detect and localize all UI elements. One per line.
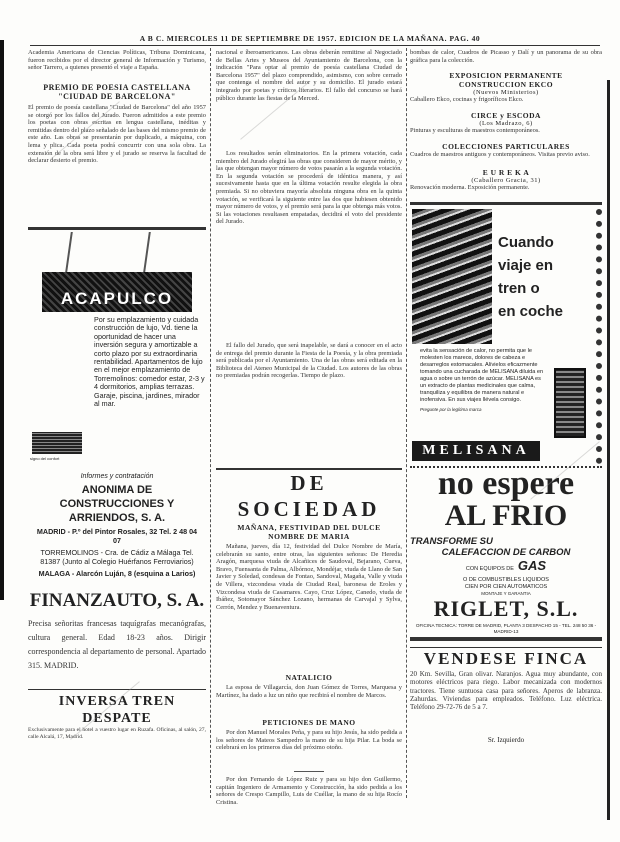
melisana-brand: MELISANA — [412, 441, 540, 461]
headline-line: viaje en — [498, 257, 554, 274]
acapulco-logo: ACAPULCO — [42, 272, 192, 312]
eureka-heading: E U R E K A — [482, 168, 530, 177]
riglet-brand: RIGLET, S.L. — [433, 596, 579, 621]
intro-article: Academia Americana de Ciencias Políticas, Tribuna Dominicana, fueron recibidos por el director general de Información y Turismo, señor Tarrero, a quienes presentó el viaje a España. — [28, 49, 206, 72]
premio-continued: nacional e íberoamericanos. Las obras deberán remitirse al Negociado de Bellas Artes y Museos del Ayuntamiento de Barcelona, con la indicación "Para optar al premio de poesía castellana Ciudad de Barcelona 1957" del plazo comprendido, asimismo, con sobre cerrado que contenga el nombre del autor y su domicilio. El jurado estará integrado por poetas y críticos literarios. El fallo del concurso se hará público durante las fiestas de la Merced. — [216, 49, 402, 102]
headline-line: en coche — [498, 303, 564, 320]
ad2-title: INVERSA TREN DESPATE — [58, 693, 176, 726]
riglet-line6: CIEN POR CIEN AUTOMATICOS — [464, 584, 548, 590]
right-column — [410, 49, 602, 839]
circe-subheading: (Los Madrazo, 6) — [479, 120, 533, 127]
festividad-heading: MAÑANA, FESTIVIDAD DEL DULCE NOMBRE DE MARIA — [237, 523, 381, 541]
train-photo — [412, 209, 492, 344]
riglet-line7: MONTAJE Y GARANTIA — [481, 591, 531, 596]
left-column — [28, 49, 206, 839]
expo-text: Caballero Ekco, cocinas y frigoríficos Ekco. — [410, 96, 524, 103]
peticiones-heading: PETICIONES DE MANO — [262, 718, 356, 727]
ad-company: ANONIMA DE CONSTRUCCIONES Y ARRIENDOS, S. A. — [59, 484, 175, 524]
melisana-body: evita la sensación de calor, no permita que le molesten los mareos, dolores de cabeza e desarreglos estomacales. Alívielos eficazmente tomando una cucharada de MELISANA diluida en agua o sobre un terrón de azúcar. MELISANA es un extracto de plantas medicinales que calma, tranquiliza y equilibra de manera natural e inofensiva. En sus viajes llévela consigo. — [420, 348, 544, 403]
natalicio-heading: NATALICIO — [285, 673, 333, 682]
natalicio-article: La esposa de Villagarcía, don Juan Gómez de Torres, Marquesa y Martínez, ha dado a luz un niño que recibirá el nombre de Marcos. — [216, 684, 402, 699]
ad-madrid-address: MADRID - P.º del Pintor Rosales, 32 Tel. 2 48 04 07 — [36, 527, 198, 545]
finca-contact: Sr. Izquierdo — [487, 736, 525, 744]
section-rule — [410, 202, 602, 205]
melisana-ad — [410, 209, 602, 464]
exhibitions-intro: bombas de calor, Cuadros de Picasso y Dalí y un panorama de su obra gráfica para la colección. — [410, 49, 602, 64]
riglet-line2: AL FRIO — [444, 499, 568, 532]
circe-heading: CIRCE y ESCODA — [471, 111, 541, 120]
acapulco-ad — [28, 232, 206, 579]
headline-line: tren o — [498, 280, 540, 297]
eureka-subheading: (Caballero Gracia, 31) — [471, 177, 541, 184]
expo-heading: EXPOSICION PERMANENTE CONSTRUCCION EKCO — [449, 71, 563, 89]
headline-line: Cuando — [498, 234, 554, 251]
page-edge-shadow-right — [607, 80, 610, 820]
premio-rules: Los resultados serán eliminatorios. En la primera votación, cada miembro del Jurado elegirá las obras que consideren de mayor mérito, y las que obtengan mayor número de votos pasarán a la segunda votación. En la segunda votación se procederá de idéntica manera, y así sucesivamente hasta que en la última votación resulte elegida la obra premiada. Si no obtuviera mayoría absoluta ninguna obra en la quinta votación, se verificará la siguiente entre las dos que hubiesen obtenido mayor número de votos, y el premio será para la que obtenga más votos. Si las votaciones resultasen empatadas, decidirá el voto del presidente del Jurado. — [216, 150, 402, 226]
car-illustration — [32, 432, 82, 454]
page-edge-shadow — [0, 40, 4, 600]
riglet-line3: TRANSFORME SU — [410, 536, 493, 547]
page-header: A B C. MIERCOLES 11 DE SEPTIEMBRE DE 1957. EDICION DE LA MAÑANA. PAG. 40 — [139, 34, 481, 43]
melisana-tagline: Pregunte por la legítima marca — [420, 407, 482, 412]
ad-caption: signo del confort — [30, 456, 60, 461]
ad-info: Informes y contratación — [80, 473, 154, 480]
melisana-text-block — [420, 348, 548, 438]
melisana-bottle — [554, 368, 586, 438]
colecciones-heading: COLECCIONES PARTICULARES — [442, 142, 570, 151]
sociedad-heading: DE SOCIEDAD — [237, 471, 381, 521]
finca-title: VENDESE FINCA — [423, 649, 589, 668]
circe-text: Pinturas y esculturas de maestros contemporáneos. — [410, 127, 540, 134]
column-divider — [210, 48, 211, 798]
finanzauto-body: Precisa señoritas francesas taquígrafas mecanógrafas, cultura general. Edad 18-23 años. Dirigir correspondencia al departamento de personal. Apartado 315. MADRID. — [28, 618, 206, 670]
colecciones-text: Cuadros de maestros antiguos y contemporáneos. Visitas previo aviso. — [410, 151, 590, 158]
acapulco-top — [28, 232, 206, 472]
riglet-line5: O DE COMBUSTIBLES LIQUIDOS — [463, 577, 549, 583]
melisana-top — [410, 209, 596, 345]
melisana-headline — [498, 231, 593, 323]
riglet-gas-row — [410, 558, 602, 577]
section-rule — [28, 689, 206, 690]
gas-label: GAS — [517, 558, 547, 573]
riglet-address: OFICINA TECNICA: TORRE DE MADRID, PLANTA 3 DESPACHO 15 - TEL. 248 50 36 - MADRID-13 — [415, 623, 597, 634]
riglet-line1: no espere — [437, 465, 575, 502]
festividad-article: Mañana, jueves, día 12, festividad del Dulce Nombre de María, celebrarán su santo, entre otras, las siguientes señoras: De Heredia Aragón, marquesa viuda de Alcañices de Saudoval, Bejarano, Cueva, Bravo, Fuensanta de Palma, Albórnoz, Mondéjar, viuda de Llano de San Javier y Soledad, condesas de Fontao, Sandoval, Magaña, Valle y viuda de Villera, vizcondesa viuda de Ciudad Real, baronesa de Eroles y Vizcondesa viuda de Casamares. Cayo, Cruz López, Canedo, viuda de Ibáñez, Sotomayor Sánchez Lozano, hermanas de Carvajal y Sylva, Cerrón, Mendez y Buenaventura. — [216, 543, 402, 611]
gas-prefix: CON EQUIPOS DE — [465, 566, 514, 572]
eureka-text: Renovación moderna. Exposición permanente. — [410, 184, 530, 191]
finanzauto-title: FINANZAUTO, S. A. — [29, 589, 205, 611]
premio-verdict: El fallo del Jurado, que será inapelable, se dará a conocer en el acto de entrega del premio durante la Fiesta de la Poesía, y la obra premiada será publicada por el Ayuntamiento. Una de las obras será editada en la Biblioteca del Ateneo Municipal de la Ciudad. Los autores de las obras no premiadas podrán recogerlas. Tiempo de plazo. — [216, 342, 402, 380]
premio-article: El premio de poesía castellana "Ciudad de Barcelona" del año 1957 se otorgó por los fallos del Jurado. Fueron admitidos a este premio los poetas con obras escritas en lengua castellana, inéditas y remitidas dentro del plazo señalado de las bases del mismo premio de este año. Las obras se presentarán por duplicado, a máquina, con lema y plica. Cada poeta podrá concurrir con una sola obra. La extensión de la obra será libre y el jurado se reserva la facultad de declarar desierto el premio. — [28, 104, 206, 165]
melisana-middle — [410, 348, 596, 438]
short-rule — [294, 771, 324, 772]
riglet-ad — [410, 465, 602, 641]
expo-subheading: (Nuevos Ministerios) — [473, 89, 539, 96]
middle-column — [216, 49, 402, 809]
acapulco-body: Por su emplazamiento y cuidada construcción de lujo, Vd. tiene la oportunidad de hacer una inversión segura y amortizable a corto plazo por su extraordinaria rentabilidad. Apartamentos de lujo en el mejor emplazamiento de Torremolinos: comedor estar, 2-3 y 4 dormitorios, amplias terrazas. Garaje, piscina, jardines, mirador al mar. — [94, 315, 205, 409]
ad-malaga-address: MALAGA - Alarcón Luján, 8 (esquina a Larios) — [38, 569, 196, 579]
premio-heading: PREMIO DE POESIA CASTELLANA "CIUDAD DE BARCELONA" — [43, 83, 191, 101]
header-rule — [30, 45, 600, 46]
column-divider — [406, 48, 407, 798]
ad-illustration — [65, 232, 151, 272]
peticiones-article-2: Por don Fernando de López Ruiz y para su hijo don Guillermo, capitán Ingeniero de Armamento y Construcción, ha sido pedida a los señores de Crespo Campillo, Luis de Cuéllar, la mano de su hija Rocío Cristina. — [216, 776, 402, 806]
ad2-body: Exclusivamente para el hotel a vuestro lugar en Ruzafa. Oficinas, al salón, 27, calle Alcalá, 17, Madrid. — [28, 726, 206, 740]
riglet-line4: CALEFACCION DE CARBON — [441, 547, 571, 558]
peticiones-article-1: Por don Manuel Morales Peña, y para su hijo Jesús, ha sido pedida a los señores de Mateos Sampedro la mano de su hija Pilar. La boda se celebrará en los primeros días del próximo otoño. — [216, 729, 402, 752]
ad-torremolinos-address: TORREMOLINOS - Cra. de Cádiz a Málaga Tel. 81387 (Junto al Colegio Huérfanos Ferroviarios) — [40, 548, 194, 566]
riglet-bottom-bar — [410, 637, 602, 641]
finca-body: 20 Km. Sevilla, Gran olivar. Naranjos. Agua muy abundante, con motores eléctricos para riego. Labor mecanizada con modernos tractores. Tiene suntuosa casa para señores. Aperos de labranza. Zahurdas. Viviendas para empleados. Teléfono. Luz eléctrica. Teléfono 29-72-76 de 5 a 7. — [410, 670, 602, 712]
section-rule — [28, 227, 206, 230]
